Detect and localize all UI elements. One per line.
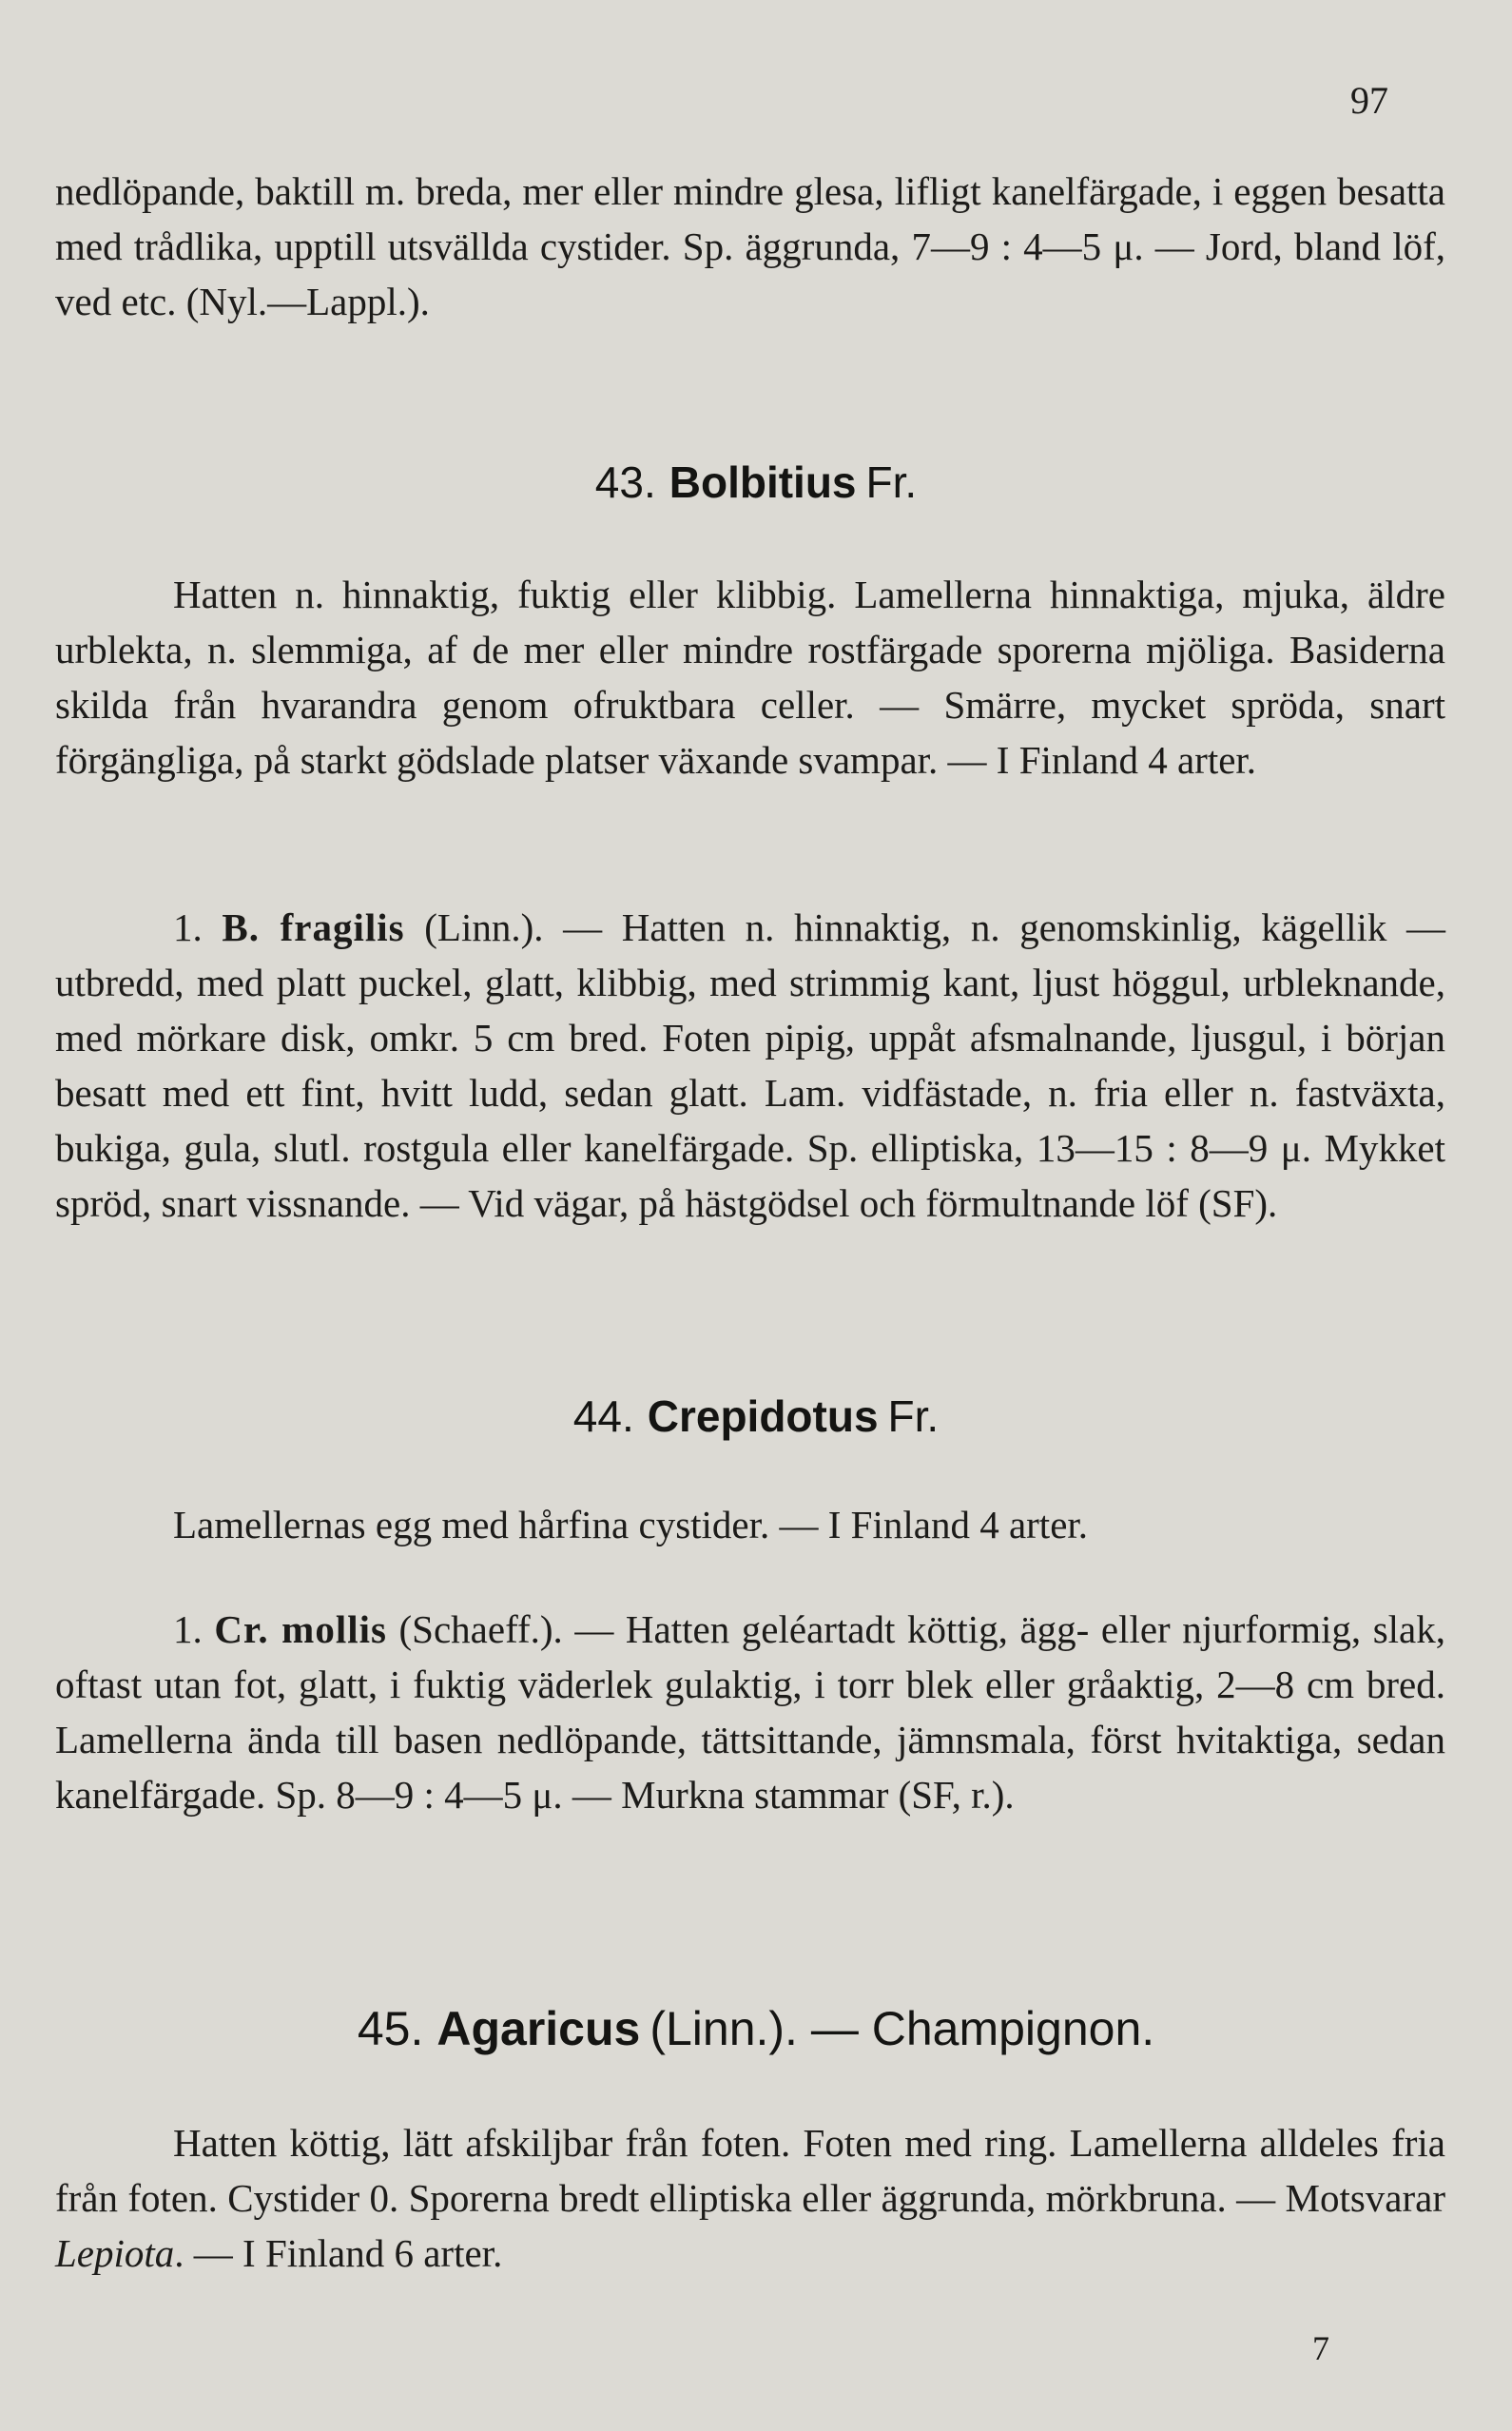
section-44-heading xyxy=(0,1391,1512,1442)
section-44-description: Lamellernas egg med hårfina cystider. — I Finland 4 arter. xyxy=(173,1503,1089,1546)
section-44-number: 44. xyxy=(572,1391,634,1441)
section-44-genus: Crepidotus xyxy=(647,1391,879,1441)
section-45-description-italic: Lepiota xyxy=(55,2231,175,2275)
section-43-author: Fr. xyxy=(865,457,918,507)
section-45-description-block xyxy=(55,2115,1445,2281)
section-45-genus: Agaricus xyxy=(436,2002,641,2055)
section-43-genus: Bolbitius xyxy=(669,457,857,507)
section-44-species-block xyxy=(55,1602,1445,1822)
species-number: 1. xyxy=(173,1607,203,1651)
section-43-description: Hatten n. hinnaktig, fuktig eller klibbig. Lamellerna hinnaktiga, mjuka, äldre urblekta, n. slemmiga, af de mer eller mindre rostfärgade sporerna mjöliga. Basiderna skilda från hvarandra genom ofruktbara celler. — Smärre, mycket spröda, snart förgängliga, på starkt gödslade platser växande svampar. — I Finland 4 arter. xyxy=(55,573,1445,782)
section-43-number: 43. xyxy=(594,457,656,507)
section-45-description-part-a: Hatten köttig, lätt afskiljbar från foten. Foten med ring. Lamellerna alldeles fria från foten. Cystider 0. Sporerna bredt elliptiska eller äggrunda, mörkbruna. — Motsvarar xyxy=(55,2121,1445,2220)
section-44-description-block xyxy=(55,1497,1445,1552)
section-45-author: (Linn.). — Champignon. xyxy=(649,2002,1155,2055)
species-name: Cr. mollis xyxy=(214,1607,387,1651)
section-43-description-block xyxy=(55,567,1445,788)
section-43-species-block xyxy=(55,900,1445,1231)
species-name: B. fragilis xyxy=(222,905,405,949)
section-44-species-entry xyxy=(55,1602,1445,1822)
section-45-number: 45. xyxy=(357,2002,424,2055)
signature-mark: 7 xyxy=(1312,2329,1329,2367)
intro-paragraph-block xyxy=(55,164,1445,329)
species-description: (Schaeff.). — Hatten geléartadt köttig, ägg- eller njurformig, slak, oftast utan fot, glatt, i fuktig väderlek gulaktig, i torr blek eller gråaktig, 2—8 cm bred. Lamellerna ända till basen nedlöpande, tättsittande, jämnsmala, först hvitaktiga, sedan kanelfärgade. Sp. 8—9 : 4—5 μ. — Murkna stammar (SF, r.). xyxy=(55,1607,1445,1817)
section-45-description xyxy=(55,2115,1445,2281)
page-number: 97 xyxy=(1350,79,1388,122)
section-43-species-entry xyxy=(55,900,1445,1231)
species-number: 1. xyxy=(173,905,203,949)
section-44-author: Fr. xyxy=(887,1391,940,1441)
section-43-heading xyxy=(0,457,1512,508)
section-45-heading xyxy=(0,2001,1512,2056)
section-45-description-part-b: . — I Finland 6 arter. xyxy=(174,2231,503,2275)
species-description: (Linn.). — Hatten n. hinnaktig, n. genomskinlig, kägellik — utbredd, med platt puckel, glatt, klibbig, med strimmig kant, ljust höggul, urbleknande, med mörkare disk, omkr. 5 cm bred. Foten pipig, uppåt afsmalnande, ljusgul, i början besatt med ett fint, hvitt ludd, sedan glatt. Lam. vidfästade, n. fria eller n. fastväxta, bukiga, gula, slutl. rostgula eller kanelfärgade. Sp. elliptiska, 13—15 : 8—9 μ. Mykket spröd, snart vissnande. — Vid vägar, på hästgödsel och förmultnande löf (SF). xyxy=(55,905,1446,1225)
intro-paragraph: nedlöpande, baktill m. breda, mer eller mindre glesa, lifligt kanelfärgade, i eggen besatta med trådlika, upptill utsvällda cystider. Sp. äggrunda, 7—9 : 4—5 μ. — Jord, bland löf, ved etc. (Nyl.—Lappl.). xyxy=(55,169,1445,323)
